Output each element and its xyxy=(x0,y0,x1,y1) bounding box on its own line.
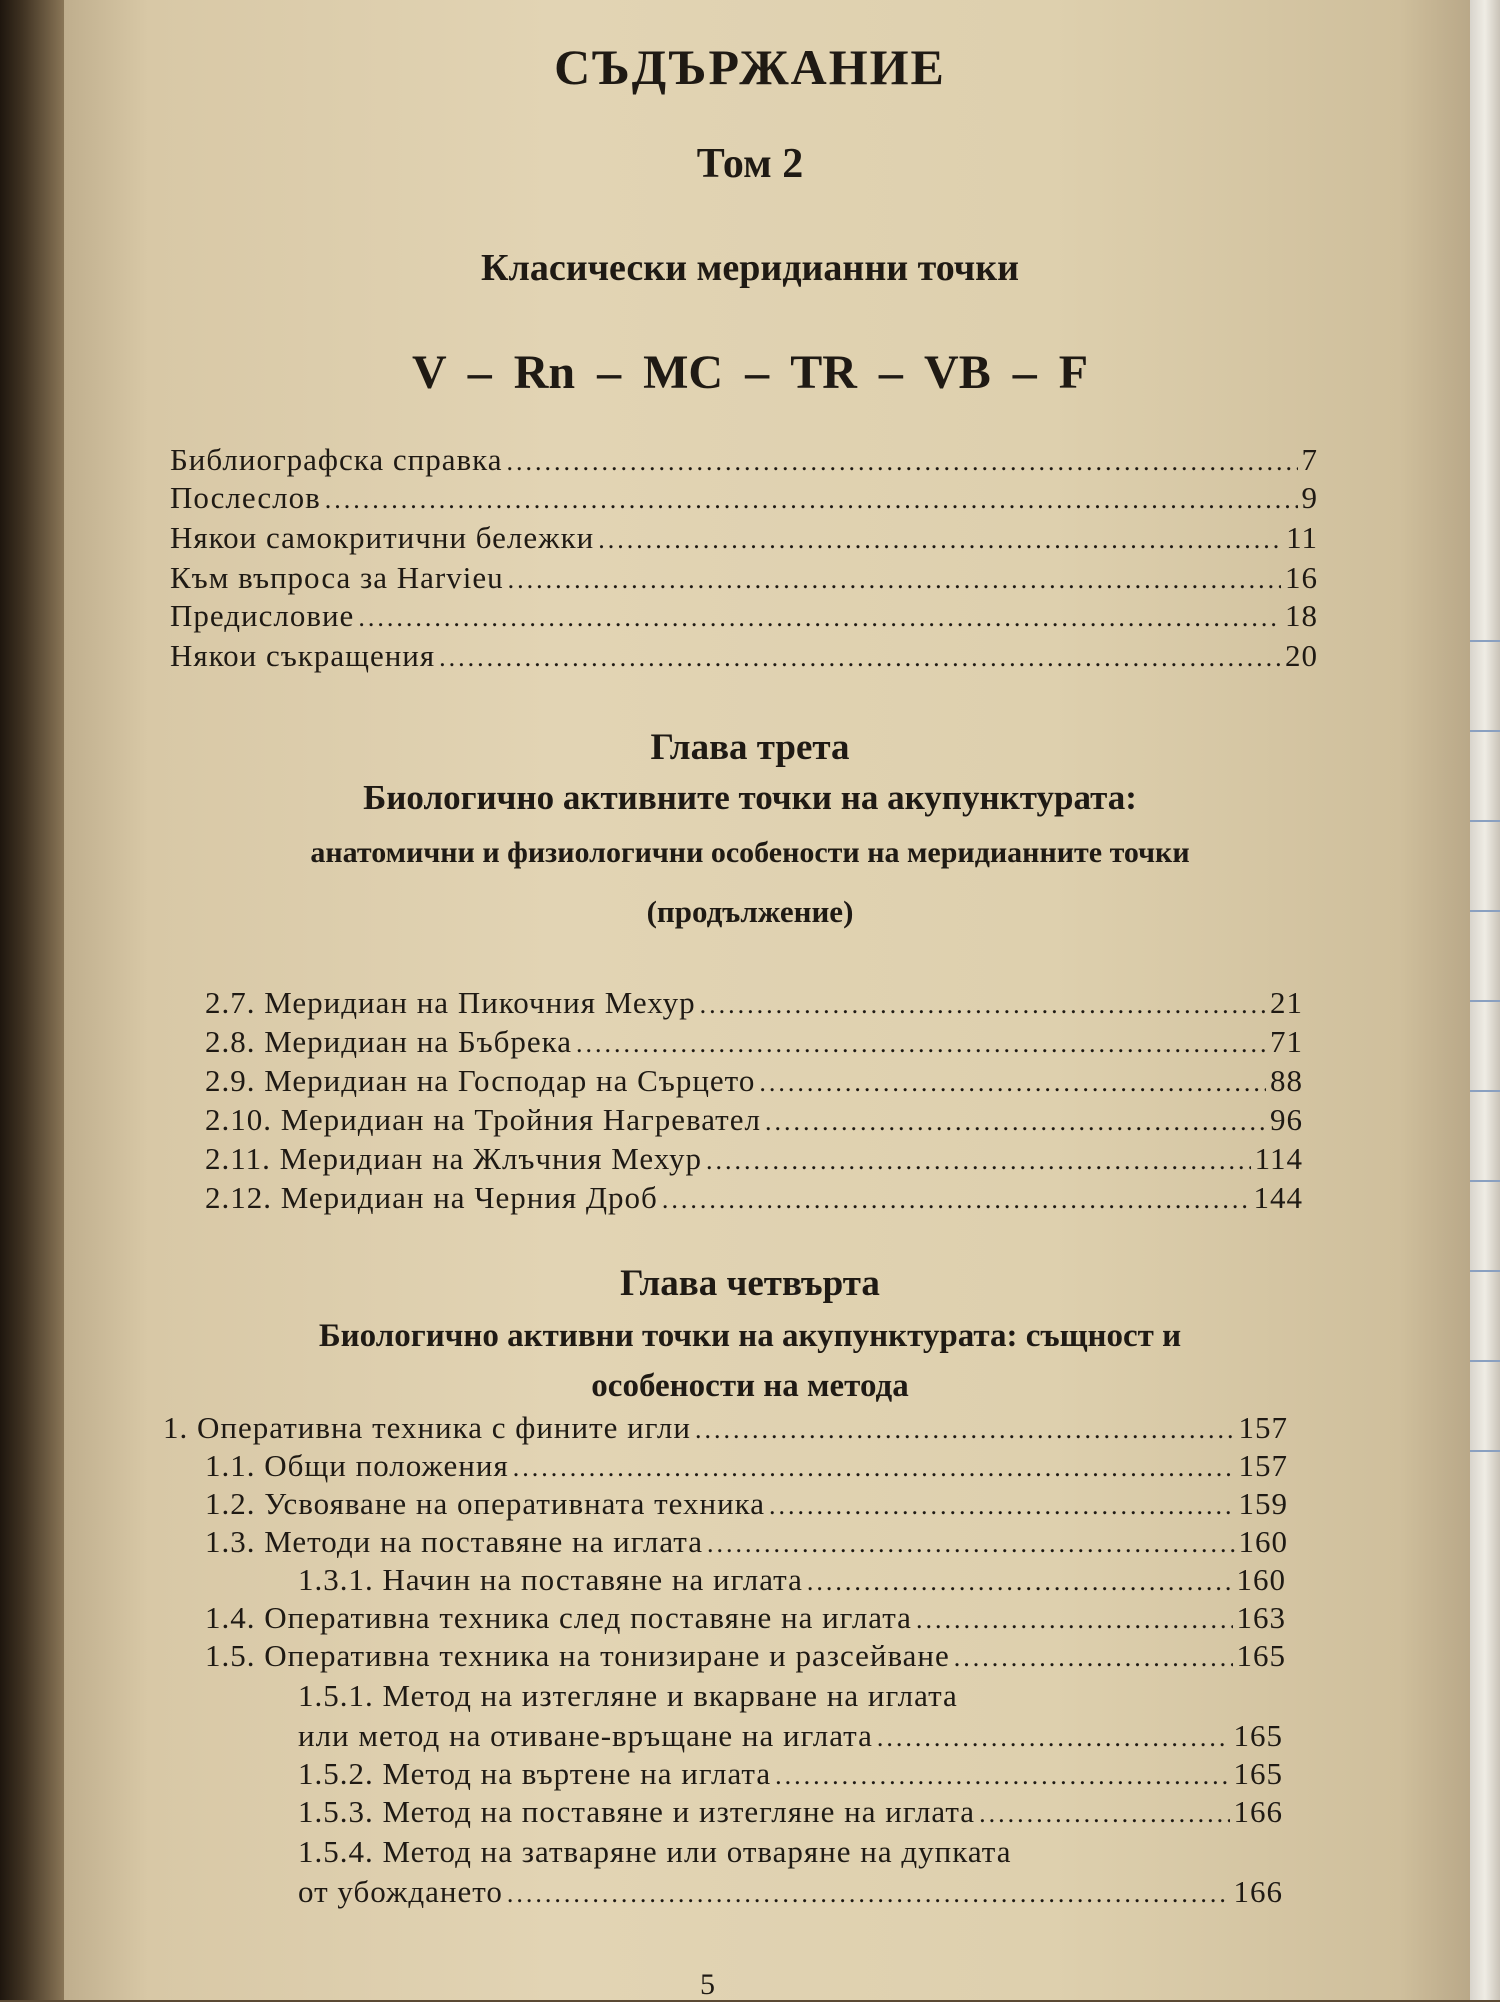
toc-entry-page: 165 xyxy=(1233,1718,1283,1753)
toc-entry-page: 157 xyxy=(1238,1410,1288,1445)
toc-entry-label: 1.5.2. Метод на въртене на иглата xyxy=(298,1756,772,1791)
toc-entry xyxy=(170,442,1318,482)
toc-entry xyxy=(170,520,1318,560)
toc-entry-label: 1.5.4. Метод на затваряне или отваряне на дупката xyxy=(298,1834,1012,1869)
chapter-3-heading: Глава трета xyxy=(650,727,850,768)
toc-entry-label: 1.1. Общи положения xyxy=(205,1448,509,1483)
toc-entry-page: 114 xyxy=(1254,1141,1303,1176)
toc-entry xyxy=(163,1410,1288,1450)
toc-entry-page: 165 xyxy=(1233,1756,1283,1791)
toc-entry-label: 1.3.1. Начин на поставяне на иглата xyxy=(298,1562,803,1597)
toc-entry xyxy=(298,1874,1283,1914)
chapter-3-title-cont: анатомични и физиологични особености на меридианните точки xyxy=(310,836,1190,869)
toc-entry-page: 11 xyxy=(1286,520,1318,555)
toc-entry-page: 166 xyxy=(1233,1794,1283,1829)
toc-entry-page: 157 xyxy=(1238,1448,1288,1483)
toc-entry-label: 2.11. Меридиан на Жлъчния Мехур xyxy=(205,1141,703,1176)
toc-entry xyxy=(298,1562,1286,1602)
toc-entry-page: 159 xyxy=(1238,1486,1288,1521)
toc-entry-label: 1.5.1. Метод на изтегляне и вкарване на иглата xyxy=(298,1678,958,1713)
chapter-4-title-cont: особености на метода xyxy=(591,1368,909,1404)
book-spine-shadow xyxy=(0,0,64,2000)
toc-entry xyxy=(205,1486,1288,1526)
chapter-4-title: Биологично активни точки на акупунктурата: същност и xyxy=(318,1318,1182,1354)
toc-entry-page: 9 xyxy=(1301,480,1318,515)
toc-entry xyxy=(205,1102,1303,1142)
toc-entry-page: 163 xyxy=(1236,1600,1286,1635)
toc-entry-page: 88 xyxy=(1270,1063,1303,1098)
toc-entry-page: 18 xyxy=(1285,598,1318,633)
toc-entry xyxy=(205,1180,1303,1220)
toc-entry-label: 1.3. Методи на поставяне на иглата xyxy=(205,1524,703,1559)
page-number: 5 xyxy=(700,1968,715,2001)
chapter-3-title-note: (продължение) xyxy=(646,894,854,929)
toc-entry xyxy=(298,1794,1283,1834)
toc-entry xyxy=(298,1718,1283,1758)
toc-entry-page: 165 xyxy=(1236,1638,1286,1673)
toc-entry-label: 1.4. Оперативна техника след поставяне на иглата xyxy=(205,1600,912,1635)
toc-entry xyxy=(205,1141,1303,1181)
toc-entry xyxy=(205,1638,1286,1678)
toc-entry-label: 2.8. Меридиан на Бъбрека xyxy=(205,1024,573,1059)
toc-entry xyxy=(205,1448,1288,1488)
toc-entry-label: 2.9. Меридиан на Господар на Сърцето xyxy=(205,1063,756,1098)
toc-entry-label: Предисловие xyxy=(170,598,355,633)
next-page-edge xyxy=(1470,0,1500,2000)
toc-entry-label: 1. Оперативна техника с фините игли xyxy=(163,1410,691,1445)
toc-entry-label: Някои съкращения xyxy=(170,638,436,673)
toc-entry xyxy=(205,1524,1288,1564)
toc-entry-page: 166 xyxy=(1233,1874,1283,1909)
toc-entry-page: 144 xyxy=(1253,1180,1303,1215)
toc-entry-label: 2.12. Меридиан на Черния Дроб xyxy=(205,1180,658,1215)
page-title: СЪДЪРЖАНИЕ xyxy=(554,39,946,95)
chapter-3-title: Биологично активните точки на акупунктурата: xyxy=(363,778,1137,817)
toc-entry xyxy=(205,1024,1303,1064)
toc-entry-page: 160 xyxy=(1238,1524,1288,1559)
toc-entry-label: Към въпроса за Harvieu xyxy=(170,560,504,595)
toc-entry-page: 16 xyxy=(1285,560,1318,595)
toc-entry xyxy=(205,1600,1286,1640)
toc-entry-page: 20 xyxy=(1285,638,1318,673)
toc-entry-label: Някои самокритични бележки xyxy=(170,520,595,555)
toc-entry-label: 1.5.3. Метод на поставяне и изтегляне на иглата xyxy=(298,1794,976,1829)
toc-entry-label: от убождането xyxy=(298,1874,503,1909)
toc-entry-label: Библиографска справка xyxy=(170,442,503,477)
toc-entry-page: 21 xyxy=(1270,985,1303,1020)
toc-entry-page: 160 xyxy=(1236,1562,1286,1597)
toc-entry-page: 96 xyxy=(1270,1102,1303,1137)
toc-entry xyxy=(298,1756,1283,1796)
chapter-4-heading: Глава четвърта xyxy=(620,1263,880,1304)
toc-entry-label: 1.2. Усвояване на оперативната техника xyxy=(205,1486,766,1521)
toc-entry xyxy=(170,560,1318,600)
toc-entry-page: 71 xyxy=(1270,1024,1303,1059)
toc-entry-label: Послеслов xyxy=(170,480,321,515)
toc-entry-label: 2.10. Меридиан на Тройния Нагревател xyxy=(205,1102,761,1137)
volume-subtitle: Класически меридианни точки xyxy=(480,247,1020,289)
toc-entry xyxy=(205,985,1303,1025)
toc-entry-page: 7 xyxy=(1301,442,1318,477)
toc-entry xyxy=(170,480,1318,520)
volume-title: Том 2 xyxy=(696,141,804,187)
toc-entry-label: или метод на отиване-връщане на иглата xyxy=(298,1718,873,1753)
toc-entry-label: 2.7. Меридиан на Пикочния Мехур xyxy=(205,985,696,1020)
toc-entry xyxy=(205,1063,1303,1103)
toc-entry xyxy=(170,598,1318,638)
toc-entry-label: 1.5. Оперативна техника на тонизиране и разсейване xyxy=(205,1638,950,1673)
meridian-codes: V – Rn – MC – TR – VB – F xyxy=(411,346,1089,399)
toc-entry xyxy=(170,638,1318,678)
